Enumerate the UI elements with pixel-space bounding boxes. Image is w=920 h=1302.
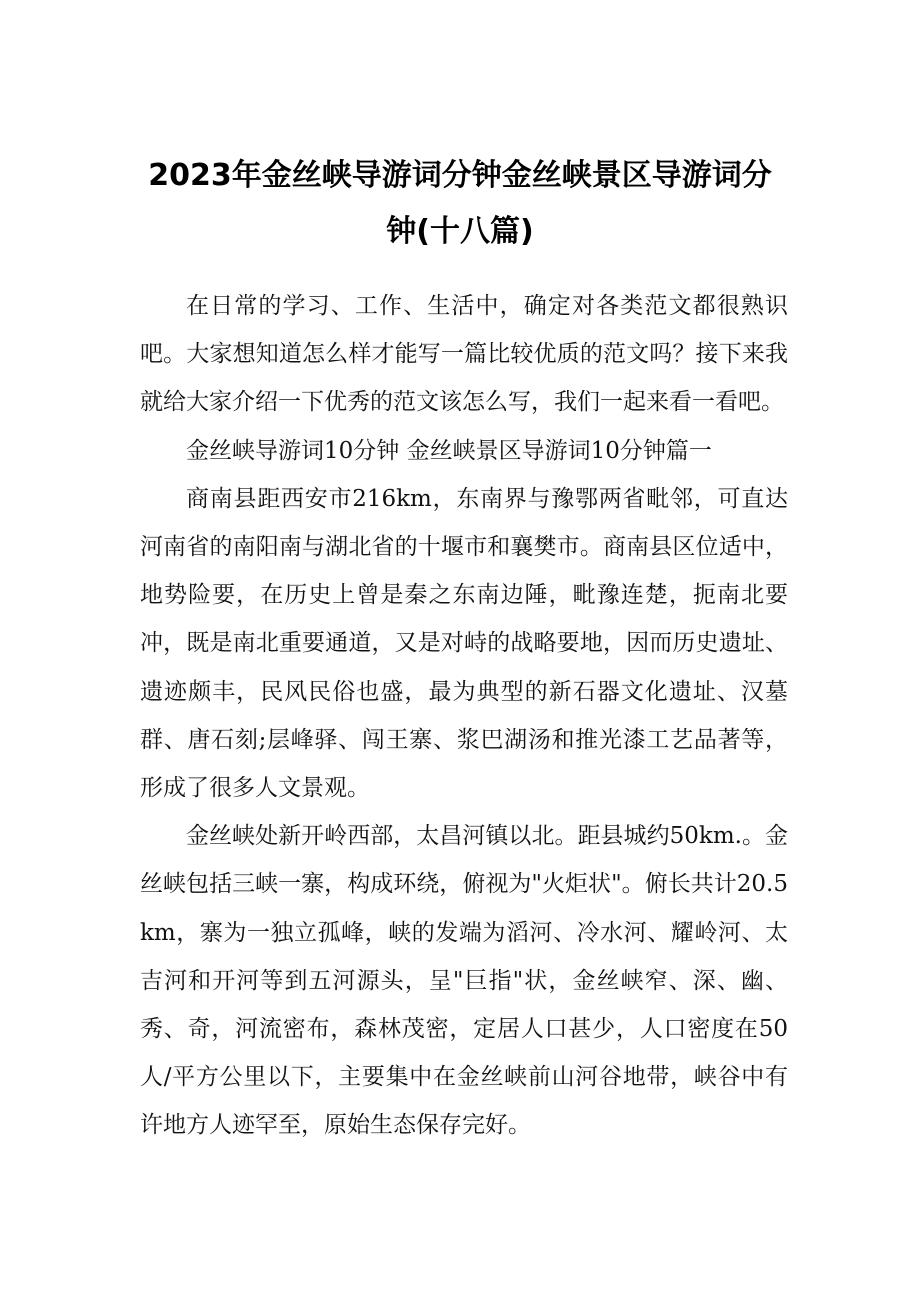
section-heading: 金丝峡导游词10分钟 金丝峡景区导游词10分钟篇一 xyxy=(186,437,712,464)
document-body xyxy=(140,282,788,1150)
intro-paragraph: 在日常的学习、工作、生活中，确定对各类范文都很熟识吧。大家想知道怎么样才能写一篇比较优质的范文吗？接下来我就给大家介绍一下优秀的范文该怎么写，我们一起来看一看吧。 xyxy=(140,293,788,416)
body-paragraph: 商南县距西安市216km，东南界与豫鄂两省毗邻，可直达河南省的南阳南与湖北省的十堰市和襄樊市。商南县区位适中，地势险要，在历史上曾是秦之东南边陲，毗豫连楚，扼南北要冲，既是南北重要通道，又是对峙的战略要地，因而历史遗址、遗迹颇丰，民风民俗也盛，最为典型的新石器文化遗址、汉墓群、唐石刻;层峰驿、闯王寨、浆巴湖汤和推光漆工艺品著等，形成了很多人文景观。 xyxy=(140,485,788,802)
document-title: 2023年金丝峡导游词分钟金丝峡景区导游词分钟(十八篇) xyxy=(148,158,772,249)
body-paragraph: 金丝峡处新开岭西部，太昌河镇以北。距县城约50km.。金丝峡包括三峡一寨，构成环绕，俯视为"火炬状"。俯长共计20.5km，寨为一独立孤峰，峡的发端为滔河、冷水河、耀岭河、太吉河和开河等到五河源头，呈"巨指"状，金丝峡窄、深、幽、秀、奇，河流密布，森林茂密，定居人口甚少，人口密度在50人/平方公里以下，主要集中在金丝峡前山河谷地带，峡谷中有许地方人迹罕至，原始生态保存完好。 xyxy=(140,823,788,1139)
